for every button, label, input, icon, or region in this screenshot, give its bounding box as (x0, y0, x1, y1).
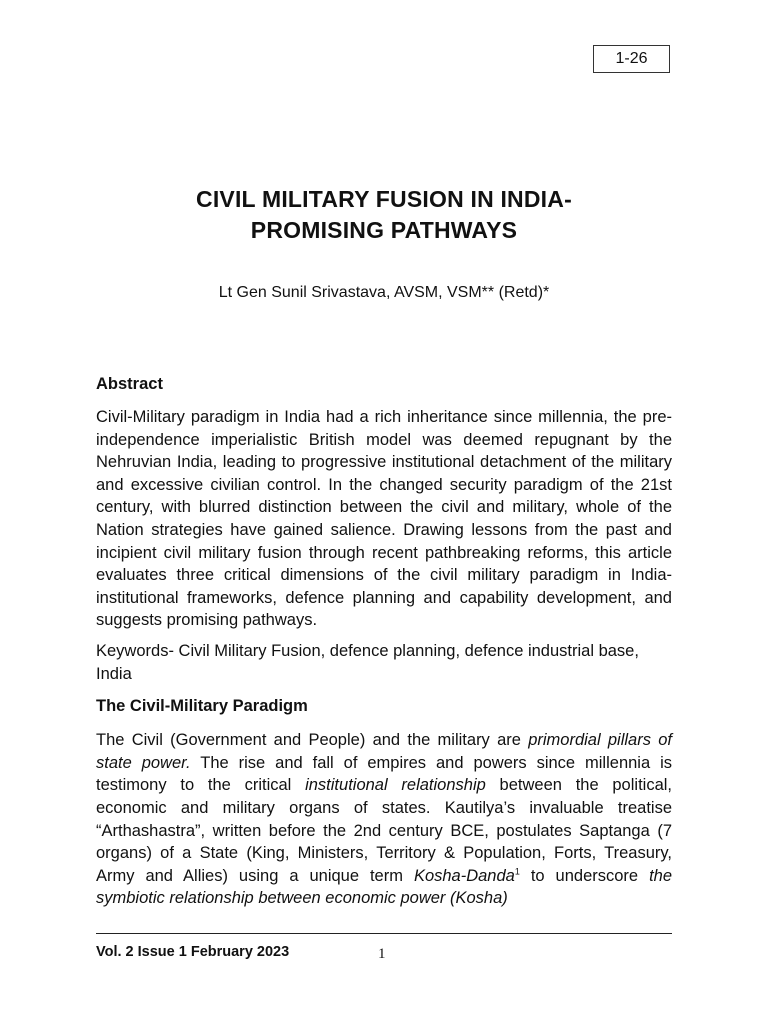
para-emphasis: the symbiotic relationship between economic power (Kosha) (96, 866, 672, 908)
footer-divider (96, 933, 672, 934)
keywords: Keywords- Civil Military Fusion, defence planning, defence industrial base, India (96, 641, 639, 683)
abstract-text: Civil-Military paradigm in India had a rich inheritance since millennia, the pre-independence imperialistic British model was deemed repugnant by the Nehruvian India, leading to progressive institutional detachment of the military and excessive civilian control. In the changed security paradigm of the 21st century, with blurred distinction between the civil and military, whole of the Nation strategies have gained salience. Drawing lessons from the past and incipient civil military fusion through recent pathbreaking reforms, this article evaluates three critical dimensions of the civil military paradigm in India- institutional frameworks, defence planning and capability development, and suggests promising pathways. (96, 408, 672, 630)
para-text: The Civil (Government and People) and the military are (96, 731, 529, 750)
para-emphasis: institutional relationship (305, 776, 486, 795)
article-title (96, 184, 672, 246)
footer-issue: Vol. 2 Issue 1 February 2023 (96, 944, 290, 960)
footnote-marker[interactable]: 1 (514, 866, 520, 877)
title-line-2: PROMISING PATHWAYS (250, 217, 518, 243)
para-emphasis: Kosha-Danda (413, 866, 515, 885)
page-id-box: 1-26 (593, 45, 670, 73)
para-text: The rise and fall of empires and powers since millennia is testimony to the critical (96, 753, 672, 795)
section-heading: The Civil-Military Paradigm (96, 697, 308, 716)
article-body (96, 373, 672, 918)
para-emphasis: primordial pillars of state power. (96, 731, 672, 772)
section-paragraph (96, 729, 672, 910)
para-text: to underscore (519, 866, 650, 885)
abstract-heading: Abstract (96, 375, 163, 393)
author-line: Lt Gen Sunil Srivastava, AVSM, VSM** (Retd)* (218, 284, 550, 301)
title-line-1: CIVIL MILITARY FUSION IN INDIA- (196, 186, 572, 212)
para-text: between the political, economic and military organs of states. Kautilya’s invaluable treatise “Arthashastra”, written before the 2nd century BCE, postulates Saptanga (7 organs) of a State (King, Ministers, Territory & Population, Forts, Treasury, Army and Allies) using a unique term (96, 776, 672, 885)
page-number: 1 (378, 946, 386, 962)
